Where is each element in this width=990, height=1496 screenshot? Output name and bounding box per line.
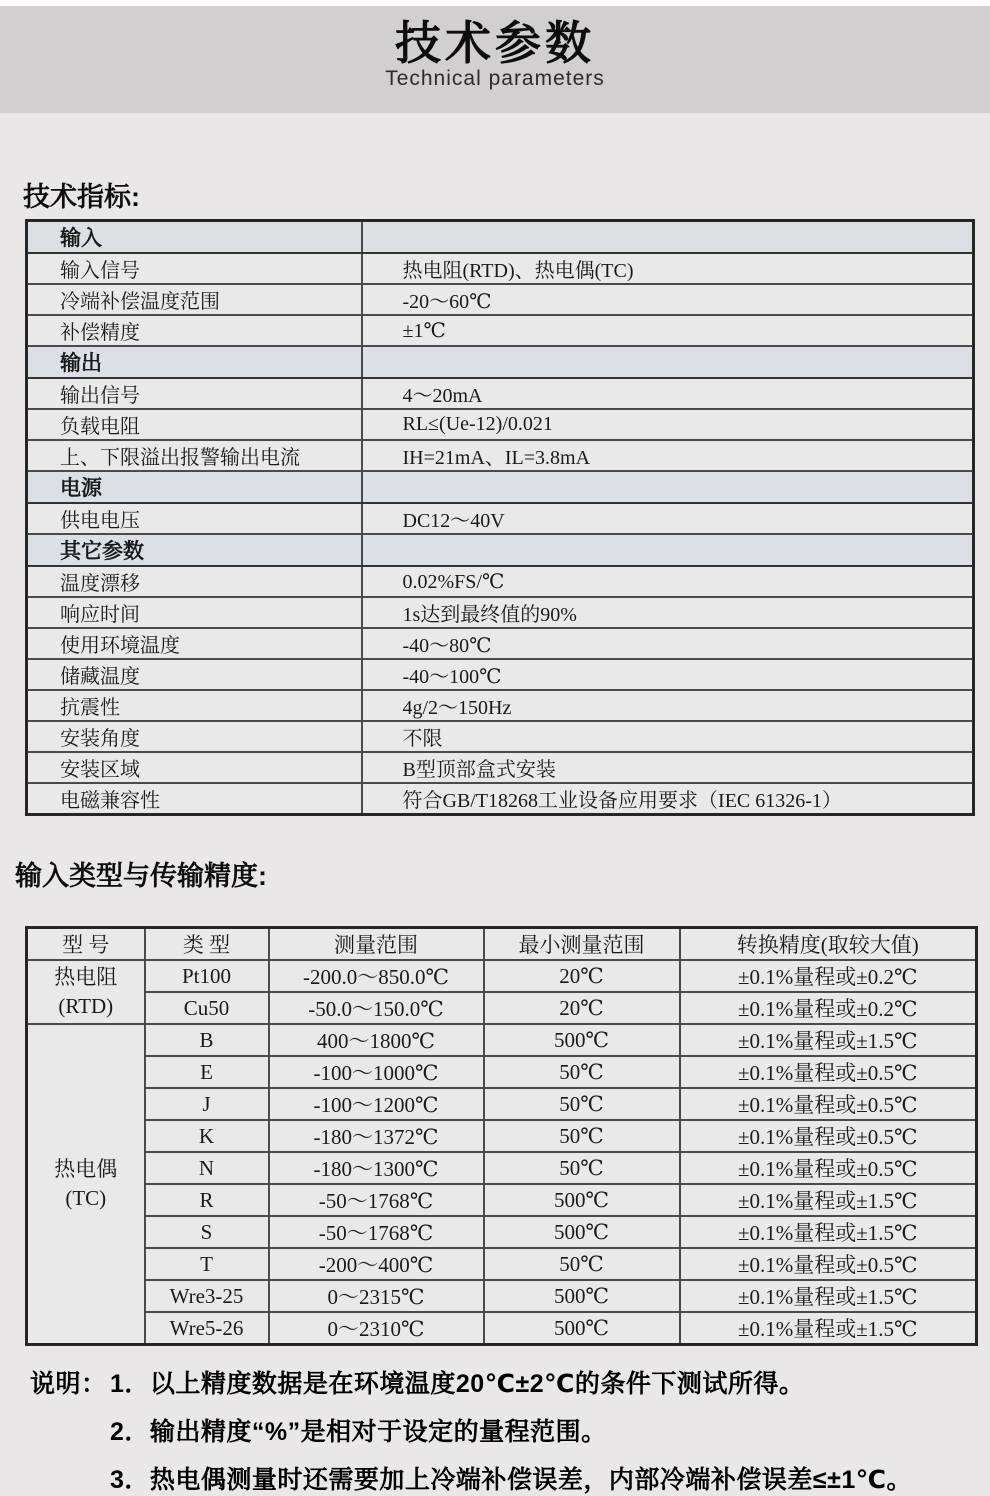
accuracy-cell: ±0.1%量程或±0.2℃ bbox=[680, 992, 977, 1024]
spec-row bbox=[27, 752, 974, 783]
spec-section-label-cell: 电源 bbox=[27, 471, 362, 503]
sensor-type-cell: K bbox=[145, 1120, 269, 1152]
spec-value-cell: 4～20mA bbox=[362, 378, 974, 409]
measure-range-cell: 0～2315℃ bbox=[269, 1280, 484, 1312]
note-text: 3．热电偶测量时还需要加上冷端补偿误差，内部冷端补偿误差≤±1℃。 bbox=[110, 1466, 913, 1494]
tech-spec-table bbox=[25, 219, 975, 816]
spec-value-cell: -40～100℃ bbox=[362, 659, 974, 690]
accuracy-row bbox=[27, 1152, 977, 1184]
accuracy-row bbox=[27, 1056, 977, 1088]
spec-value-cell bbox=[362, 534, 974, 566]
spec-section-label-cell: 其它参数 bbox=[27, 534, 362, 566]
min-range-cell: 50℃ bbox=[484, 1056, 680, 1088]
spec-row bbox=[27, 721, 974, 752]
spec-value-cell: ±1℃ bbox=[362, 315, 974, 346]
accuracy-row bbox=[27, 960, 977, 992]
sensor-type-cell: J bbox=[145, 1088, 269, 1120]
accuracy-row bbox=[27, 992, 977, 1024]
measure-range-cell: -200～400℃ bbox=[269, 1248, 484, 1280]
sensor-type-cell: Pt100 bbox=[145, 960, 269, 992]
tech-spec-table-body bbox=[27, 221, 974, 815]
min-range-cell: 500℃ bbox=[484, 1024, 680, 1056]
spec-label-cell: 供电电压 bbox=[27, 503, 362, 534]
measure-range-cell: -100～1200℃ bbox=[269, 1088, 484, 1120]
spec-label-cell: 安装角度 bbox=[27, 721, 362, 752]
measure-range-cell: 400～1800℃ bbox=[269, 1024, 484, 1056]
min-range-cell: 500℃ bbox=[484, 1216, 680, 1248]
min-range-cell: 500℃ bbox=[484, 1312, 680, 1345]
spec-value-cell: 热电阻(RTD)、热电偶(TC) bbox=[362, 253, 974, 284]
spec-label-cell: 使用环境温度 bbox=[27, 628, 362, 659]
accuracy-cell: ±0.1%量程或±1.5℃ bbox=[680, 1184, 977, 1216]
spec-section-label-cell: 输出 bbox=[27, 346, 362, 378]
spec-row bbox=[27, 409, 974, 440]
note-line bbox=[30, 1368, 990, 1400]
spec-value-cell bbox=[362, 471, 974, 503]
note-text: 1．以上精度数据是在环境温度20℃±2℃的条件下测试所得。 bbox=[110, 1370, 805, 1398]
sensor-type-cell: S bbox=[145, 1216, 269, 1248]
accuracy-row bbox=[27, 1088, 977, 1120]
spec-label-cell: 冷端补偿温度范围 bbox=[27, 284, 362, 315]
measure-range-cell: -200.0～850.0℃ bbox=[269, 960, 484, 992]
spec-value-cell: B型顶部盒式安装 bbox=[362, 752, 974, 783]
spec-section-row bbox=[27, 346, 974, 378]
measure-range-cell: -50.0～150.0℃ bbox=[269, 992, 484, 1024]
note-text: 2．输出精度“%”是相对于设定的量程范围。 bbox=[110, 1418, 607, 1446]
accuracy-cell: ±0.1%量程或±1.5℃ bbox=[680, 1024, 977, 1056]
spec-value-cell: DC12～40V bbox=[362, 503, 974, 534]
spec-value-cell: 0.02%FS/℃ bbox=[362, 566, 974, 597]
spec-label-cell: 上、下限溢出报警输出电流 bbox=[27, 440, 362, 471]
min-range-cell: 500℃ bbox=[484, 1280, 680, 1312]
measure-range-cell: -180～1300℃ bbox=[269, 1152, 484, 1184]
accuracy-header-cell: 型 号 bbox=[27, 928, 145, 961]
measure-range-cell: -180～1372℃ bbox=[269, 1120, 484, 1152]
page-title: 技术参数 bbox=[395, 17, 595, 69]
spec-row bbox=[27, 783, 974, 815]
accuracy-cell: ±0.1%量程或±0.5℃ bbox=[680, 1248, 977, 1280]
spec-label-cell: 安装区域 bbox=[27, 752, 362, 783]
accuracy-cell: ±0.1%量程或±0.5℃ bbox=[680, 1120, 977, 1152]
sensor-type-cell: Cu50 bbox=[145, 992, 269, 1024]
spec-label-cell: 响应时间 bbox=[27, 597, 362, 628]
spec-value-cell: -40～80℃ bbox=[362, 628, 974, 659]
spec-label-cell: 储藏温度 bbox=[27, 659, 362, 690]
accuracy-row bbox=[27, 1280, 977, 1312]
accuracy-row bbox=[27, 1184, 977, 1216]
spec-value-cell: IH=21mA、IL=3.8mA bbox=[362, 440, 974, 471]
spec-value-cell: RL≤(Ue-12)/0.021 bbox=[362, 409, 974, 440]
header-banner bbox=[0, 6, 990, 113]
page-subtitle: Technical parameters bbox=[385, 67, 605, 90]
note-line bbox=[30, 1416, 990, 1448]
spec-label-cell: 电磁兼容性 bbox=[27, 783, 362, 815]
spec-row bbox=[27, 503, 974, 534]
spec-value-cell bbox=[362, 221, 974, 254]
spec-row bbox=[27, 315, 974, 346]
note-line bbox=[30, 1464, 990, 1496]
sensor-type-cell: E bbox=[145, 1056, 269, 1088]
spec-value-cell: -20～60℃ bbox=[362, 284, 974, 315]
spec-label-cell: 负载电阻 bbox=[27, 409, 362, 440]
sensor-group-cell bbox=[27, 1024, 145, 1345]
accuracy-cell: ±0.1%量程或±1.5℃ bbox=[680, 1312, 977, 1345]
spec-label-cell: 输入信号 bbox=[27, 253, 362, 284]
spec-section-row bbox=[27, 471, 974, 503]
spec-value-cell: 不限 bbox=[362, 721, 974, 752]
accuracy-cell: ±0.1%量程或±1.5℃ bbox=[680, 1216, 977, 1248]
notes-section bbox=[30, 1368, 990, 1496]
sensor-type-cell: Wre3-25 bbox=[145, 1280, 269, 1312]
min-range-cell: 20℃ bbox=[484, 960, 680, 992]
spec-label-cell: 温度漂移 bbox=[27, 566, 362, 597]
spec-section-row bbox=[27, 221, 974, 254]
min-range-cell: 50℃ bbox=[484, 1248, 680, 1280]
spec-label-cell: 抗震性 bbox=[27, 690, 362, 721]
spec-value-cell: 4g/2～150Hz bbox=[362, 690, 974, 721]
spec-row bbox=[27, 628, 974, 659]
sensor-type-cell: R bbox=[145, 1184, 269, 1216]
min-range-cell: 500℃ bbox=[484, 1184, 680, 1216]
measure-range-cell: -50～1768℃ bbox=[269, 1184, 484, 1216]
spec-label-cell: 输出信号 bbox=[27, 378, 362, 409]
accuracy-cell: ±0.1%量程或±0.2℃ bbox=[680, 960, 977, 992]
spec-row bbox=[27, 253, 974, 284]
min-range-cell: 50℃ bbox=[484, 1152, 680, 1184]
sensor-type-cell: B bbox=[145, 1024, 269, 1056]
sensor-group-label-line: 热电阻 bbox=[54, 965, 118, 989]
spec-label-cell: 补偿精度 bbox=[27, 315, 362, 346]
sensor-type-cell: T bbox=[145, 1248, 269, 1280]
spec-section-label-cell: 输入 bbox=[27, 221, 362, 254]
accuracy-heading: 输入类型与传输精度: bbox=[15, 861, 267, 891]
accuracy-header-cell: 类 型 bbox=[145, 928, 269, 961]
spec-row bbox=[27, 284, 974, 315]
spec-row bbox=[27, 378, 974, 409]
measure-range-cell: -100～1000℃ bbox=[269, 1056, 484, 1088]
accuracy-row bbox=[27, 1312, 977, 1345]
accuracy-row bbox=[27, 1248, 977, 1280]
sensor-group-label-line: (TC) bbox=[65, 1186, 107, 1210]
accuracy-row bbox=[27, 1024, 977, 1056]
accuracy-cell: ±0.1%量程或±0.5℃ bbox=[680, 1152, 977, 1184]
accuracy-row bbox=[27, 1120, 977, 1152]
accuracy-table bbox=[25, 926, 978, 1346]
spec-row bbox=[27, 597, 974, 628]
sensor-group-label-line: (RTD) bbox=[58, 994, 114, 1018]
tech-spec-heading: 技术指标: bbox=[23, 182, 140, 212]
spec-value-cell: 1s达到最终值的90% bbox=[362, 597, 974, 628]
sensor-type-cell: Wre5-26 bbox=[145, 1312, 269, 1345]
accuracy-header-cell: 最小测量范围 bbox=[484, 928, 680, 961]
min-range-cell: 20℃ bbox=[484, 992, 680, 1024]
spec-value-cell: 符合GB/T18268工业设备应用要求（IEC 61326-1） bbox=[362, 783, 974, 815]
accuracy-cell: ±0.1%量程或±0.5℃ bbox=[680, 1056, 977, 1088]
spec-row bbox=[27, 566, 974, 597]
accuracy-cell: ±0.1%量程或±1.5℃ bbox=[680, 1280, 977, 1312]
spec-row bbox=[27, 440, 974, 471]
accuracy-header-cell: 转换精度(取较大值) bbox=[680, 928, 977, 961]
spec-section-row bbox=[27, 534, 974, 566]
accuracy-row bbox=[27, 1216, 977, 1248]
spec-row bbox=[27, 659, 974, 690]
measure-range-cell: 0～2310℃ bbox=[269, 1312, 484, 1345]
min-range-cell: 50℃ bbox=[484, 1088, 680, 1120]
sensor-group-cell bbox=[27, 960, 145, 1024]
note-label: 说明： bbox=[30, 1370, 107, 1398]
accuracy-header-row bbox=[27, 928, 977, 961]
sensor-group-label-line: 热电偶 bbox=[54, 1157, 118, 1181]
accuracy-table-body bbox=[27, 960, 977, 1345]
min-range-cell: 50℃ bbox=[484, 1120, 680, 1152]
sensor-type-cell: N bbox=[145, 1152, 269, 1184]
accuracy-header-cell: 测量范围 bbox=[269, 928, 484, 961]
accuracy-cell: ±0.1%量程或±0.5℃ bbox=[680, 1088, 977, 1120]
measure-range-cell: -50～1768℃ bbox=[269, 1216, 484, 1248]
spec-row bbox=[27, 690, 974, 721]
spec-value-cell bbox=[362, 346, 974, 378]
